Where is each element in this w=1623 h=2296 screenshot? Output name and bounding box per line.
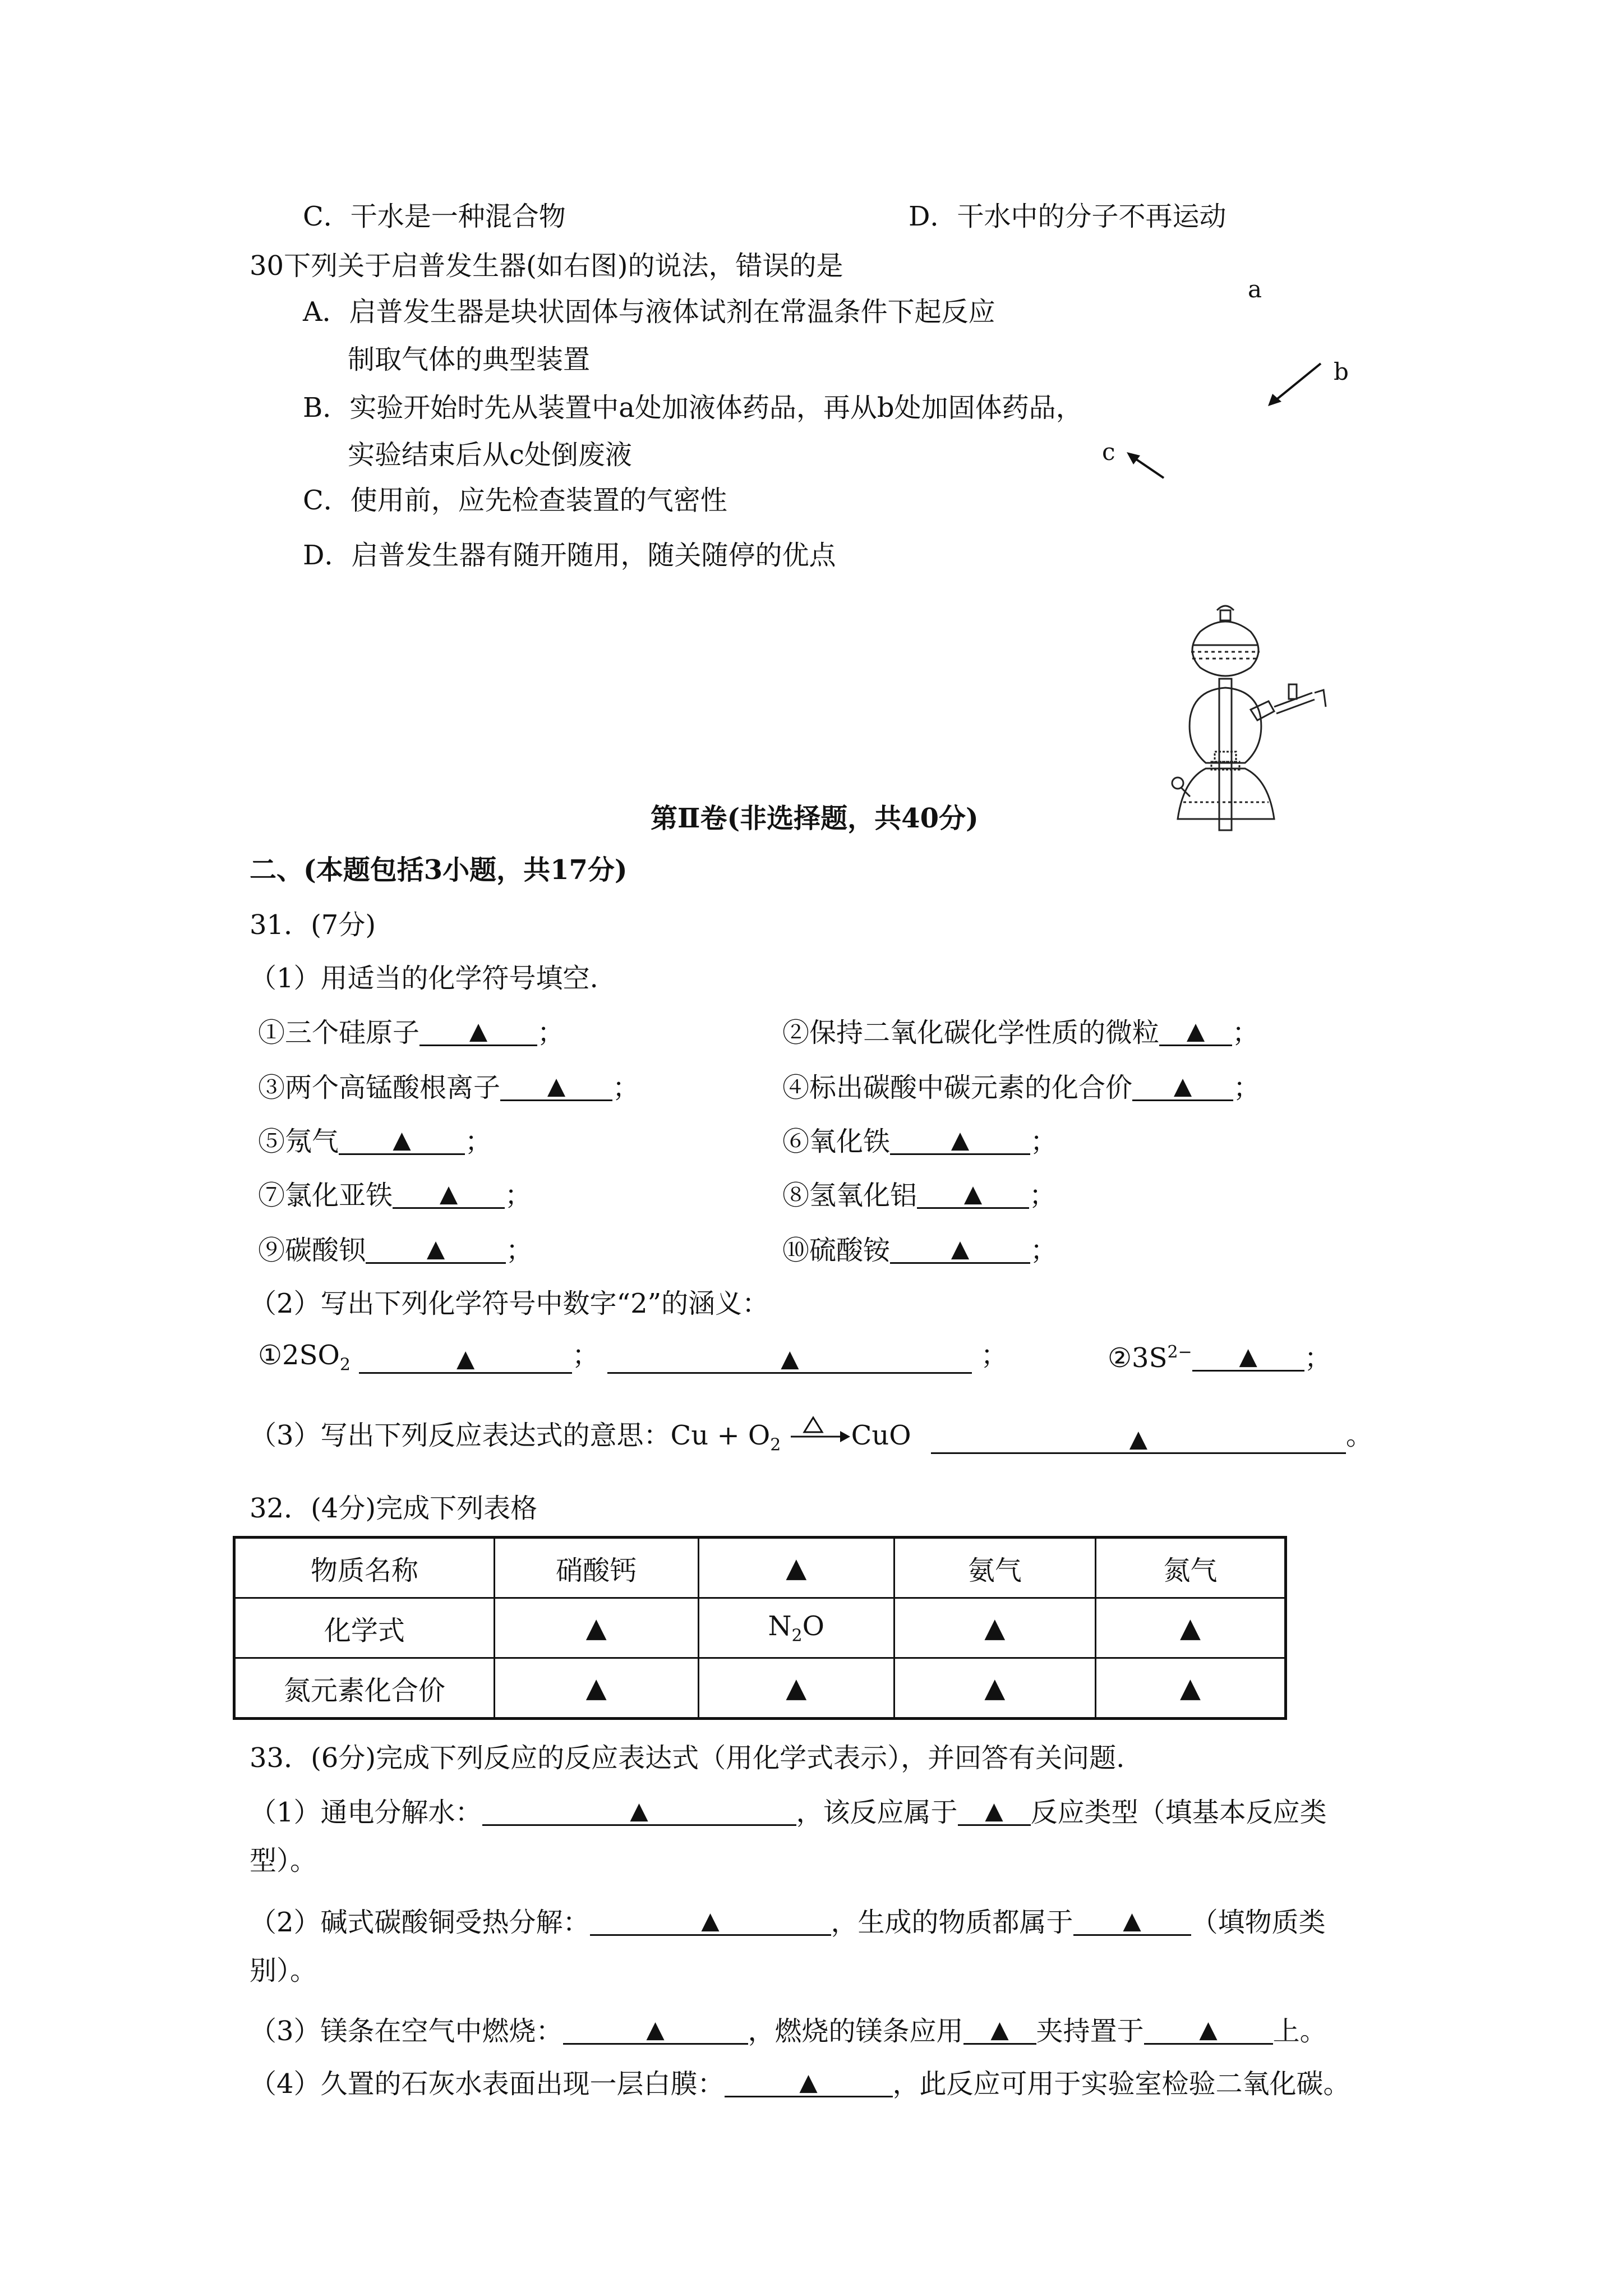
answer-blank[interactable]: ▲	[931, 1424, 1346, 1454]
answer-blank[interactable]: ▲	[890, 1234, 1030, 1264]
q31-sub3: （3）写出下列反应表达式的意思：$Cu + O_2$ CuO ▲ 。	[250, 1415, 1373, 1454]
q31-item-10: ⑩硫酸铵 ▲ ；	[782, 1235, 1058, 1266]
q31-item-7: ⑦氯化亚铁 ▲ ；	[258, 1180, 532, 1211]
q33-line4: （4）久置的石灰水表面出现一层白膜： ▲ ，此反应可用于实验室检验二氧化碳。	[250, 2068, 1350, 2100]
q30-option-a-line1: A．启普发生器是块状固体与液体试剂在常温条件下起反应	[303, 296, 995, 328]
figure-label-a: a	[1248, 275, 1262, 303]
q31-item-4: ④标出碳酸中碳元素的化合价 ▲ ；	[782, 1072, 1261, 1103]
q31-item-3: ③两个高锰酸根离子 ▲ ；	[258, 1072, 640, 1103]
answer-blank[interactable]: ▲	[419, 1016, 537, 1046]
q33-line2: （2）碱式碳酸铜受热分解： ▲ ，生成的物质都属于 ▲ （填物质类	[250, 1907, 1326, 1938]
answer-blank[interactable]: ▲	[963, 2015, 1036, 2045]
answer-blank[interactable]: ▲	[359, 1344, 572, 1374]
table-cell[interactable]: ▲	[698, 1658, 894, 1719]
table-cell: $N_2O$	[698, 1598, 894, 1658]
q33-line3: （3）镁条在空气中燃烧： ▲ ，燃烧的镁条应用 ▲ 夹持置于 ▲ 上。	[250, 2016, 1327, 2047]
table-cell: 氮元素化合价	[234, 1658, 495, 1719]
table-cell[interactable]: ▲	[894, 1598, 1095, 1658]
q31-sub1: （1）用适当的化学符号填空.	[250, 963, 598, 994]
answer-blank[interactable]: ▲	[393, 1179, 505, 1209]
q31-item-6: ⑥氧化铁 ▲ ；	[782, 1126, 1058, 1157]
table-row	[234, 1598, 1286, 1658]
table-cell: 物质名称	[234, 1538, 495, 1598]
table-cell: 氮气	[1095, 1538, 1285, 1598]
figure-label-b: b	[1334, 358, 1349, 385]
table-cell: 氨气	[894, 1538, 1095, 1598]
q29-option-c: C．干水是一种混合物	[303, 201, 566, 232]
q33-line2-cont: 别）。	[250, 1955, 317, 1986]
answer-blank[interactable]: ▲	[1144, 2015, 1273, 2045]
arrow-b-icon	[1265, 359, 1326, 409]
table-cell[interactable]: ▲	[894, 1658, 1095, 1719]
part2-title: 第Ⅱ卷(非选择题，共40分)	[651, 803, 979, 834]
section2-heading: 二、(本题包括3小题，共17分)	[250, 854, 628, 886]
q31-item-9: ⑨碳酸钡 ▲ ；	[258, 1235, 533, 1266]
q30-stem: 30下列关于启普发生器(如右图)的说法，错误的是	[250, 250, 843, 282]
answer-blank[interactable]: ▲	[1159, 1016, 1232, 1046]
table-cell: 化学式	[234, 1598, 495, 1658]
arrow-c-icon	[1124, 449, 1169, 482]
q30-option-b-line2: 实验结束后从c处倒废液	[348, 439, 632, 471]
answer-blank[interactable]: ▲	[917, 1179, 1029, 1209]
answer-blank[interactable]: ▲	[1192, 1342, 1304, 1372]
q31-item-2: ②保持二氧化碳化学性质的微粒 ▲ ；	[782, 1017, 1260, 1048]
figure-label-c: c	[1102, 438, 1115, 466]
answer-blank[interactable]: ▲	[500, 1071, 612, 1101]
q30-option-d: D．启普发生器有随开随用，随关随停的优点	[303, 540, 836, 571]
heat-arrow-icon	[790, 1415, 851, 1449]
table-row	[234, 1658, 1286, 1719]
answer-blank[interactable]: ▲	[482, 1796, 796, 1826]
q31-item-5: ⑤氖气 ▲ ；	[258, 1126, 492, 1157]
table-cell[interactable]: ▲	[494, 1598, 698, 1658]
q31-s2-line: $②3S^{2-}$ ▲ ；	[1108, 1342, 1331, 1374]
answer-blank[interactable]: ▲	[725, 2068, 893, 2097]
q31-item-1: ①三个硅原子 ▲ ；	[258, 1017, 565, 1048]
answer-blank[interactable]: ▲	[958, 1796, 1031, 1826]
q31-so2-line: $①2SO_2$ ▲ ； ▲ ；	[258, 1340, 1008, 1375]
q31-item-8: ⑧氢氧化铝 ▲ ；	[782, 1180, 1057, 1211]
kipp-apparatus-figure	[1144, 600, 1357, 836]
table-cell[interactable]: ▲	[1095, 1598, 1285, 1658]
q33-heading: 33．(6分)完成下列反应的反应表达式（用化学式表示），并回答有关问题.	[250, 1742, 1125, 1774]
table-cell: 硝酸钙	[494, 1538, 698, 1598]
answer-blank[interactable]: ▲	[1073, 1906, 1191, 1936]
answer-blank[interactable]: ▲	[1132, 1071, 1233, 1101]
answer-blank[interactable]: ▲	[563, 2015, 748, 2045]
answer-blank[interactable]: ▲	[339, 1125, 465, 1155]
q31-heading: 31．(7分)	[250, 909, 376, 941]
table-cell[interactable]: ▲	[1095, 1658, 1285, 1719]
q30-option-c: C．使用前，应先检查装置的气密性	[303, 485, 727, 516]
table-cell[interactable]: ▲	[494, 1658, 698, 1719]
q31-sub2: （2）写出下列化学符号中数字“2”的涵义：	[250, 1288, 769, 1319]
answer-blank[interactable]: ▲	[366, 1234, 506, 1264]
table-row	[234, 1538, 1286, 1598]
q33-line1: （1）通电分解水： ▲ ，该反应属于 ▲ 反应类型（填基本反应类	[250, 1797, 1327, 1828]
table-cell[interactable]: ▲	[698, 1538, 894, 1598]
q32-table	[233, 1536, 1287, 1720]
answer-blank[interactable]: ▲	[590, 1906, 831, 1936]
q33-line1-cont: 型）。	[250, 1845, 317, 1876]
q29-option-d: D．干水中的分子不再运动	[909, 201, 1227, 232]
answer-blank[interactable]: ▲	[890, 1125, 1030, 1155]
q30-option-a-line2: 制取气体的典型装置	[348, 344, 591, 375]
q32-heading: 32．(4分)完成下列表格	[250, 1493, 538, 1524]
answer-blank[interactable]: ▲	[607, 1344, 972, 1374]
q30-option-b-line1: B．实验开始时先从装置中a处加液体药品，再从b处加固体药品，	[303, 392, 1083, 424]
